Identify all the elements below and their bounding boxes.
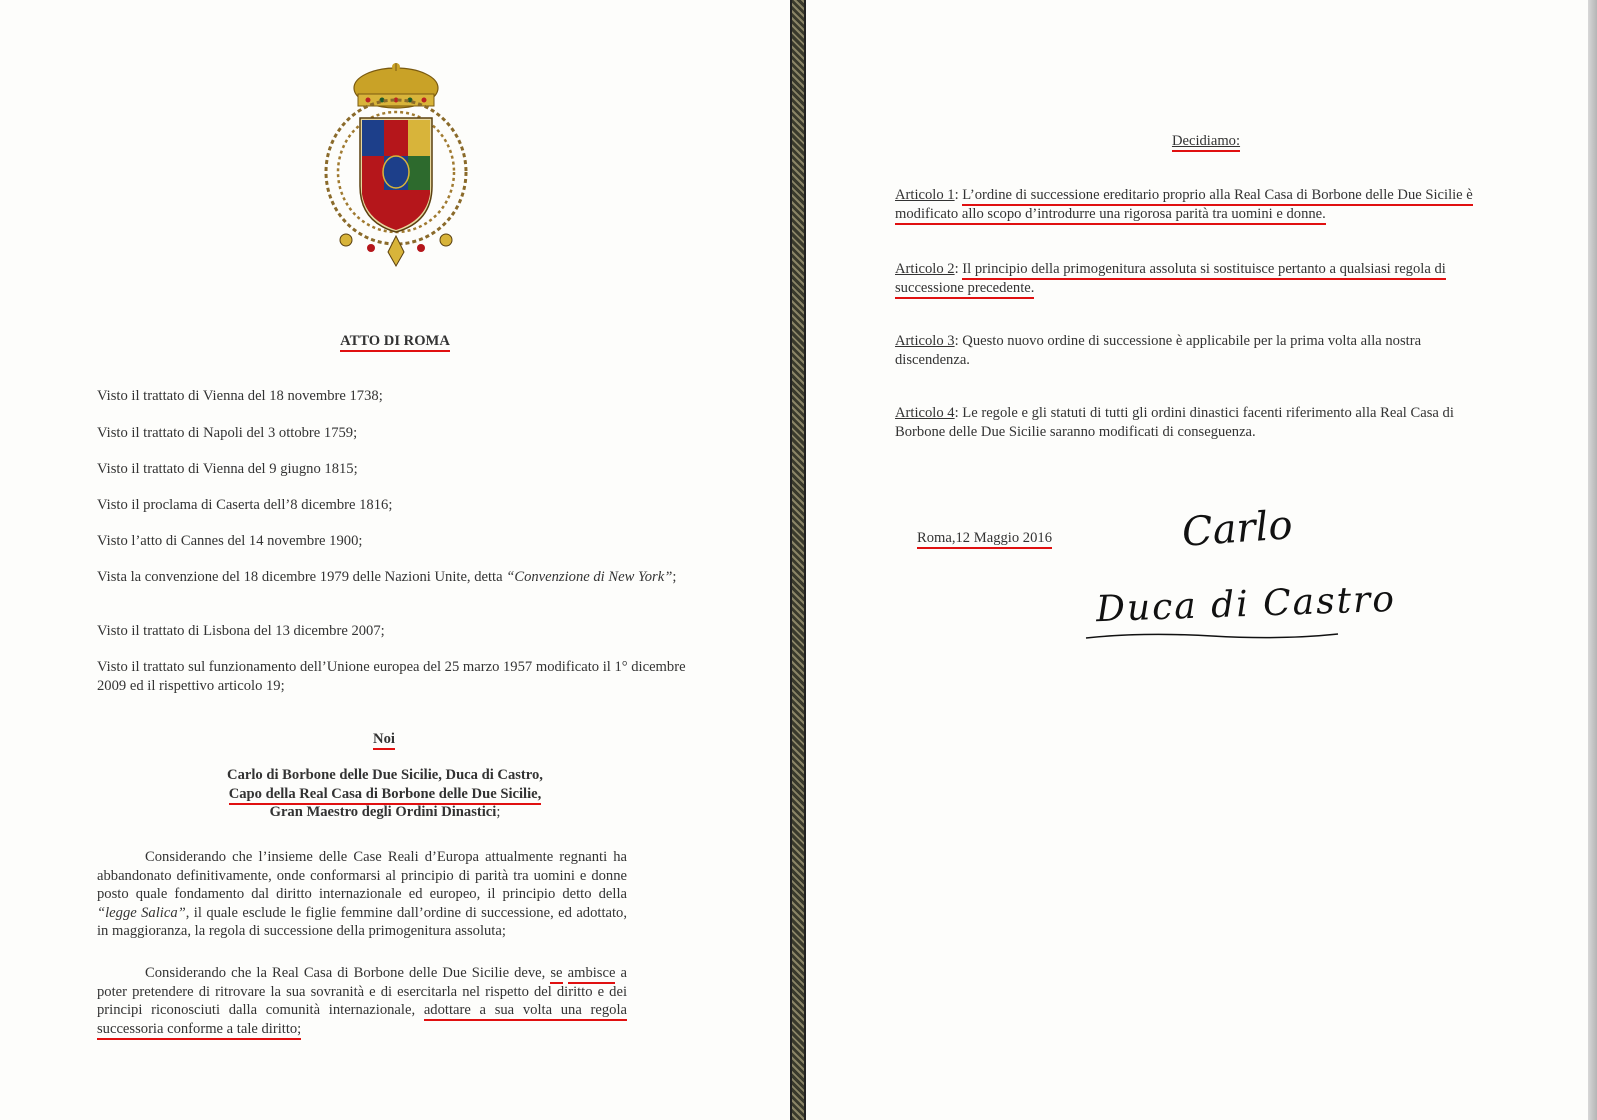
titles-line-2: Capo della Real Casa di Borbone delle Due Sicilie,	[229, 786, 542, 805]
consid2-text-a: Considerando che la Real Casa di Borbone delle Due Sicilie deve,	[145, 965, 551, 981]
place-date: Roma,12 Maggio 2016	[917, 530, 1052, 549]
visto-1: Visto il trattato di Vienna del 18 novembre 1738;	[97, 388, 383, 404]
article-1: Articolo 1: L’ordine di successione ereditario proprio alla Real Casa di Borbone delle Due Sicilie è modificato allo scopo d’introdurre una rigorosa parità tra uomini e donne.	[895, 186, 1495, 224]
consid2-se: se	[550, 965, 562, 984]
article-2-label: Articolo 2	[895, 261, 955, 277]
considerando-1	[97, 848, 627, 941]
article-1-text: L’ordine di successione ereditario proprio alla Real Casa di Borbone delle Due Sicilie è modificato allo scopo d’introdurre una rigorosa parità tra uomini e donne.	[895, 187, 1473, 225]
noi-heading: Noi	[373, 731, 395, 750]
visto-lisbona: Visto il trattato di Lisbona del 13 dicembre 2007;	[97, 623, 385, 639]
book-binding	[790, 0, 806, 1120]
consid1-text-b: , il quale esclude le figlie femmine dall’ordine di successione, ed adottato, in maggioranza, la regola di successione della primogenitura assoluta;	[97, 904, 627, 939]
place-date-wrapper	[917, 529, 1052, 548]
titles-line-3-end: ;	[496, 804, 501, 820]
visto-5: Visto l’atto di Cannes del 14 novembre 1900;	[97, 533, 363, 549]
document-title: ATTO DI ROMA	[340, 333, 450, 352]
crown-icon	[354, 63, 438, 108]
article-3-label: Articolo 3	[895, 333, 955, 349]
convenzione-text: Vista la convenzione del 18 dicembre 1979 delle Nazioni Unite, detta	[97, 569, 507, 585]
considerando-2	[97, 964, 627, 1038]
convenzione-paragraph	[97, 568, 697, 587]
consid2-ambisce: ambisce	[568, 965, 616, 984]
titles-line-3: Gran Maestro degli Ordini Dinastici	[269, 804, 497, 820]
decidiamo-heading: Decidiamo:	[1172, 133, 1240, 152]
visto-3: Visto il trattato di Vienna del 9 giugno 1815;	[97, 461, 358, 477]
article-3-text: Questo nuovo ordine di successione è applicabile per la prima volta alla nostra discendenza.	[895, 333, 1422, 368]
convenzione-end: ;	[672, 569, 677, 585]
left-page	[0, 0, 790, 1120]
article-1-label: Articolo 1	[895, 187, 955, 203]
consid2-adottare: adottare a sua volta una regola successoria conforme a tale diritto;	[97, 1002, 627, 1040]
article-4: Articolo 4: Le regole e gli statuti di tutti gli ordini dinastici facenti riferimento alla Real Casa di Borbone delle Due Sicilie saranno modificati di conseguenza.	[895, 405, 1454, 440]
convenzione-italic: “Convenzione di New York”	[506, 569, 673, 585]
document-title-wrapper	[320, 332, 470, 351]
right-page	[806, 0, 1597, 1120]
page-edge	[1588, 0, 1597, 1120]
coat-of-arms-emblem	[316, 60, 476, 272]
consid1-text-a: Considerando che l’insieme delle Case Reali d’Europa attualmente regnanti ha abbandonato definitivamente, onde conformarsi al principio di parità tra uomini e donne posto quale fondamento dal diritto internazionale ed europeo, il principio detto della	[97, 849, 627, 902]
titles-line-1: Carlo di Borbone delle Due Sicilie, Duca di Castro,	[227, 767, 543, 783]
visto-2: Visto il trattato di Napoli del 3 ottobre 1759;	[97, 425, 358, 441]
article-2: Articolo 2: Il principio della primogenitura assoluta si sostituisce pertanto a qualsiasi regola di successione precedente.	[895, 260, 1495, 297]
sovereign-titles	[130, 766, 640, 822]
consid2-text-b: a poter pretendere di ritrovare la sua sovranità e di esercitarla nel rispetto del diritto e dei principi riconosciuti dalla comunità internazionale,	[97, 965, 627, 1018]
signature-stroke	[1082, 628, 1342, 644]
noi-heading-wrapper	[344, 730, 424, 749]
visto-funzionamento: Visto il trattato sul funzionamento dell’Unione europea del 25 marzo 1957 modificato il 1° dicembre 2009 ed il rispettivo articolo 19;	[97, 659, 686, 694]
signature-line-1: Carlo	[1180, 502, 1294, 556]
article-2-text: Il principio della primogenitura assoluta si sostituisce pertanto a qualsiasi regola di successione precedente.	[895, 261, 1446, 299]
decidiamo-wrapper	[1146, 132, 1266, 151]
signature-line-2: Duca di Castro	[1095, 578, 1397, 631]
article-3: Articolo 3: Questo nuovo ordine di successione è applicabile per la prima volta alla nostra discendenza.	[895, 333, 1422, 368]
article-4-text: Le regole e gli statuti di tutti gli ordini dinastici facenti riferimento alla Real Casa di Borbone delle Due Sicilie saranno modificati di conseguenza.	[895, 405, 1454, 440]
article-4-label: Articolo 4	[895, 405, 955, 421]
consid1-italic: “legge Salica”	[97, 904, 186, 921]
visto-4: Visto il proclama di Caserta dell’8 dicembre 1816;	[97, 497, 393, 513]
